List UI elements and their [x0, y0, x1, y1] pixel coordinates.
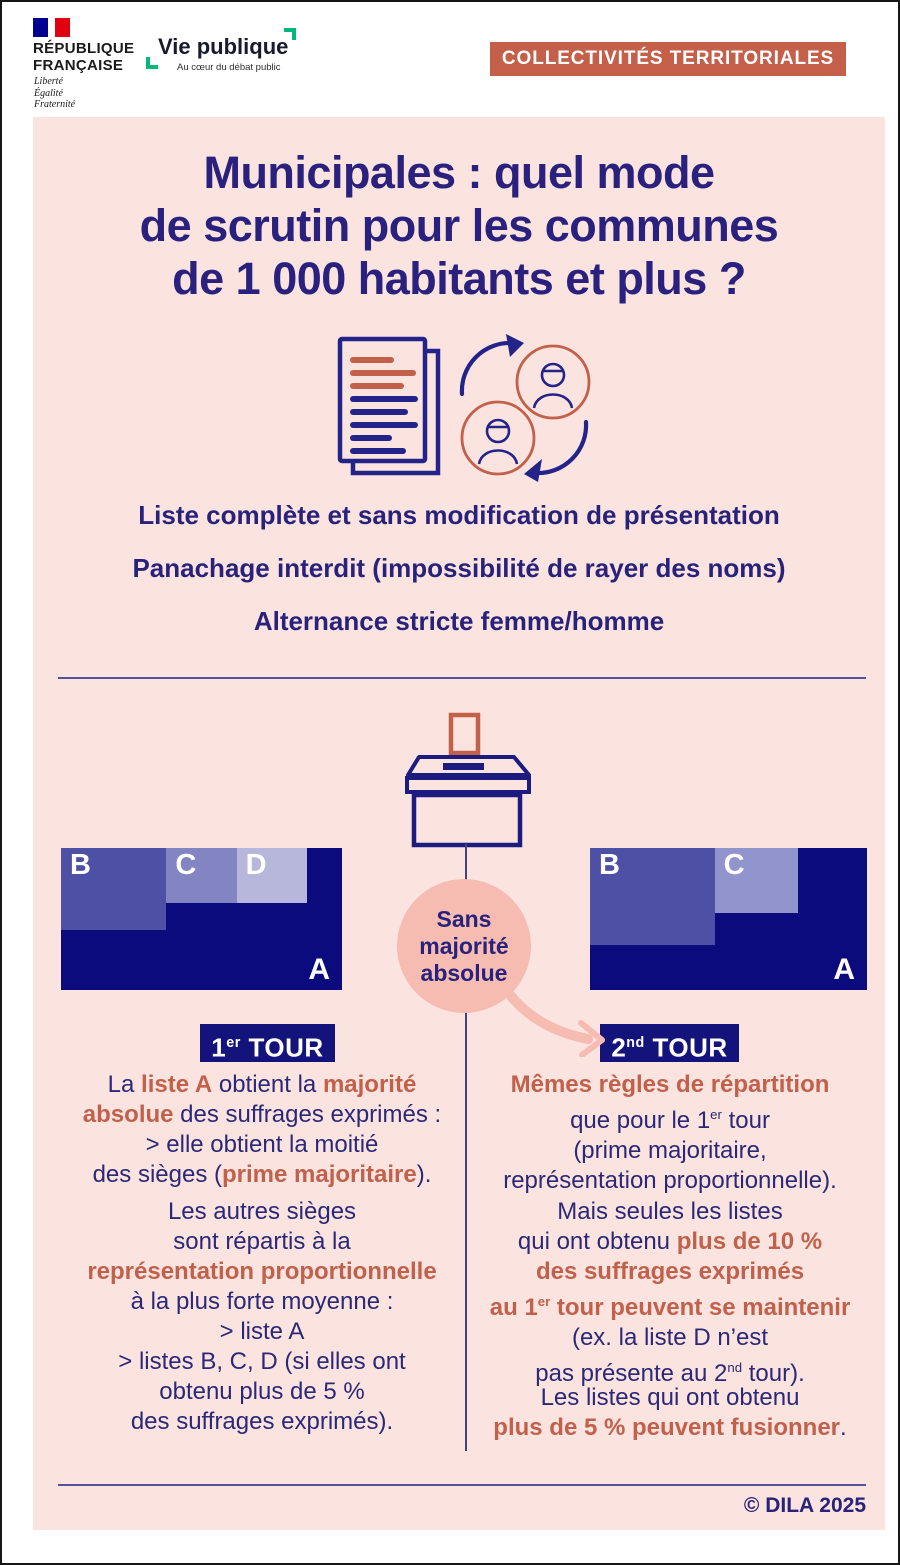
round2-paragraph-1: Mêmes règles de répartition que pour le 1er tour (prime majoritaire, représentation proportionnelle).: [503, 1071, 837, 1194]
motto-line: Égalité: [34, 87, 63, 99]
round2-paragraph-2: Mais seules les listes qui ont obtenu plus de 10 % des suffrages exprimés au 1er tour peuvent se maintenir (ex. la liste D n’est pas présente au 2nd tour).: [489, 1198, 851, 1387]
bubble-line: Sans: [436, 905, 492, 932]
flag-red-stripe: [55, 18, 70, 37]
seat-block-label: C: [175, 849, 197, 881]
seat-block-C: [715, 848, 798, 913]
seat-block-D: [237, 848, 307, 903]
republique-francaise-logo: [33, 40, 134, 74]
seat-block-B: [61, 848, 166, 930]
no-majority-bubble: [397, 879, 531, 1013]
round2-paragraph-3: Les listes qui ont obtenu plus de 5 % peuvent fusionner.: [493, 1384, 847, 1441]
candidate-list-document-icon: [336, 336, 446, 478]
woman-man-alternation-icon: [450, 330, 598, 485]
copyright: © DILA 2025: [743, 1494, 866, 1517]
section-divider: [58, 677, 866, 679]
seat-chart-round1: [61, 848, 342, 990]
gov-name-line1: RÉPUBLIQUE: [33, 40, 135, 57]
seat-area-label: A: [833, 953, 855, 986]
bubble-line: majorité: [419, 932, 509, 959]
title-line: de 1 000 habitants et plus ?: [172, 253, 746, 304]
title-line: de scrutin pour les communes: [139, 200, 779, 251]
voting-rules-list: [33, 489, 885, 648]
seat-block-label: B: [599, 849, 620, 881]
rule-item: Liste complète et sans modification de présentation: [138, 500, 780, 530]
gov-name-line2: FRANÇAISE: [33, 57, 124, 74]
flag-white-stripe: [48, 18, 55, 37]
rule-item: Alternance stricte femme/homme: [253, 606, 665, 636]
round1-paragraph-2: Les autres sièges sont répartis à la représentation proportionnelle à la plus forte moyenne : > liste A > listes B, C, D (si elles ont obtenu plus de 5 % des suffrages exprimés).: [87, 1198, 437, 1435]
round1-badge: 1er TOUR: [200, 1024, 335, 1062]
rule-item: Panachage interdit (impossibilité de rayer des noms): [132, 553, 786, 583]
bubble-line: absolue: [420, 959, 508, 986]
round2-badge: 2nd TOUR: [600, 1024, 739, 1062]
footer-divider: [58, 1484, 866, 1486]
motto-line: Fraternité: [34, 99, 76, 110]
seat-block-label: C: [723, 849, 745, 881]
flag-blue-stripe: [33, 18, 48, 37]
title-line: Municipales : quel mode: [203, 147, 715, 198]
french-flag-icon: [33, 18, 73, 37]
seat-block-C: [166, 848, 236, 903]
round1-paragraph-1: La liste A obtient la majorité absolue des suffrages exprimés : > elle obtient la moitié des sièges (prime majoritaire).: [82, 1071, 442, 1188]
seat-chart-round2: [590, 848, 867, 990]
motto-line: Liberté: [34, 76, 63, 87]
vie-publique-bracket-icon: [146, 57, 158, 69]
seat-block-label: D: [245, 849, 267, 881]
ballot-box-icon: [400, 706, 536, 848]
republic-motto: [34, 76, 75, 111]
seat-area-label: A: [308, 953, 330, 986]
vie-publique-logo: Vie publique: [158, 34, 289, 59]
page-title: [33, 146, 885, 305]
seat-block-B: [590, 848, 715, 945]
seat-block-label: B: [70, 849, 91, 881]
vie-publique-tagline: Au cœur du débat public: [177, 62, 281, 73]
category-badge: COLLECTIVITÉS TERRITORIALES: [490, 42, 846, 76]
